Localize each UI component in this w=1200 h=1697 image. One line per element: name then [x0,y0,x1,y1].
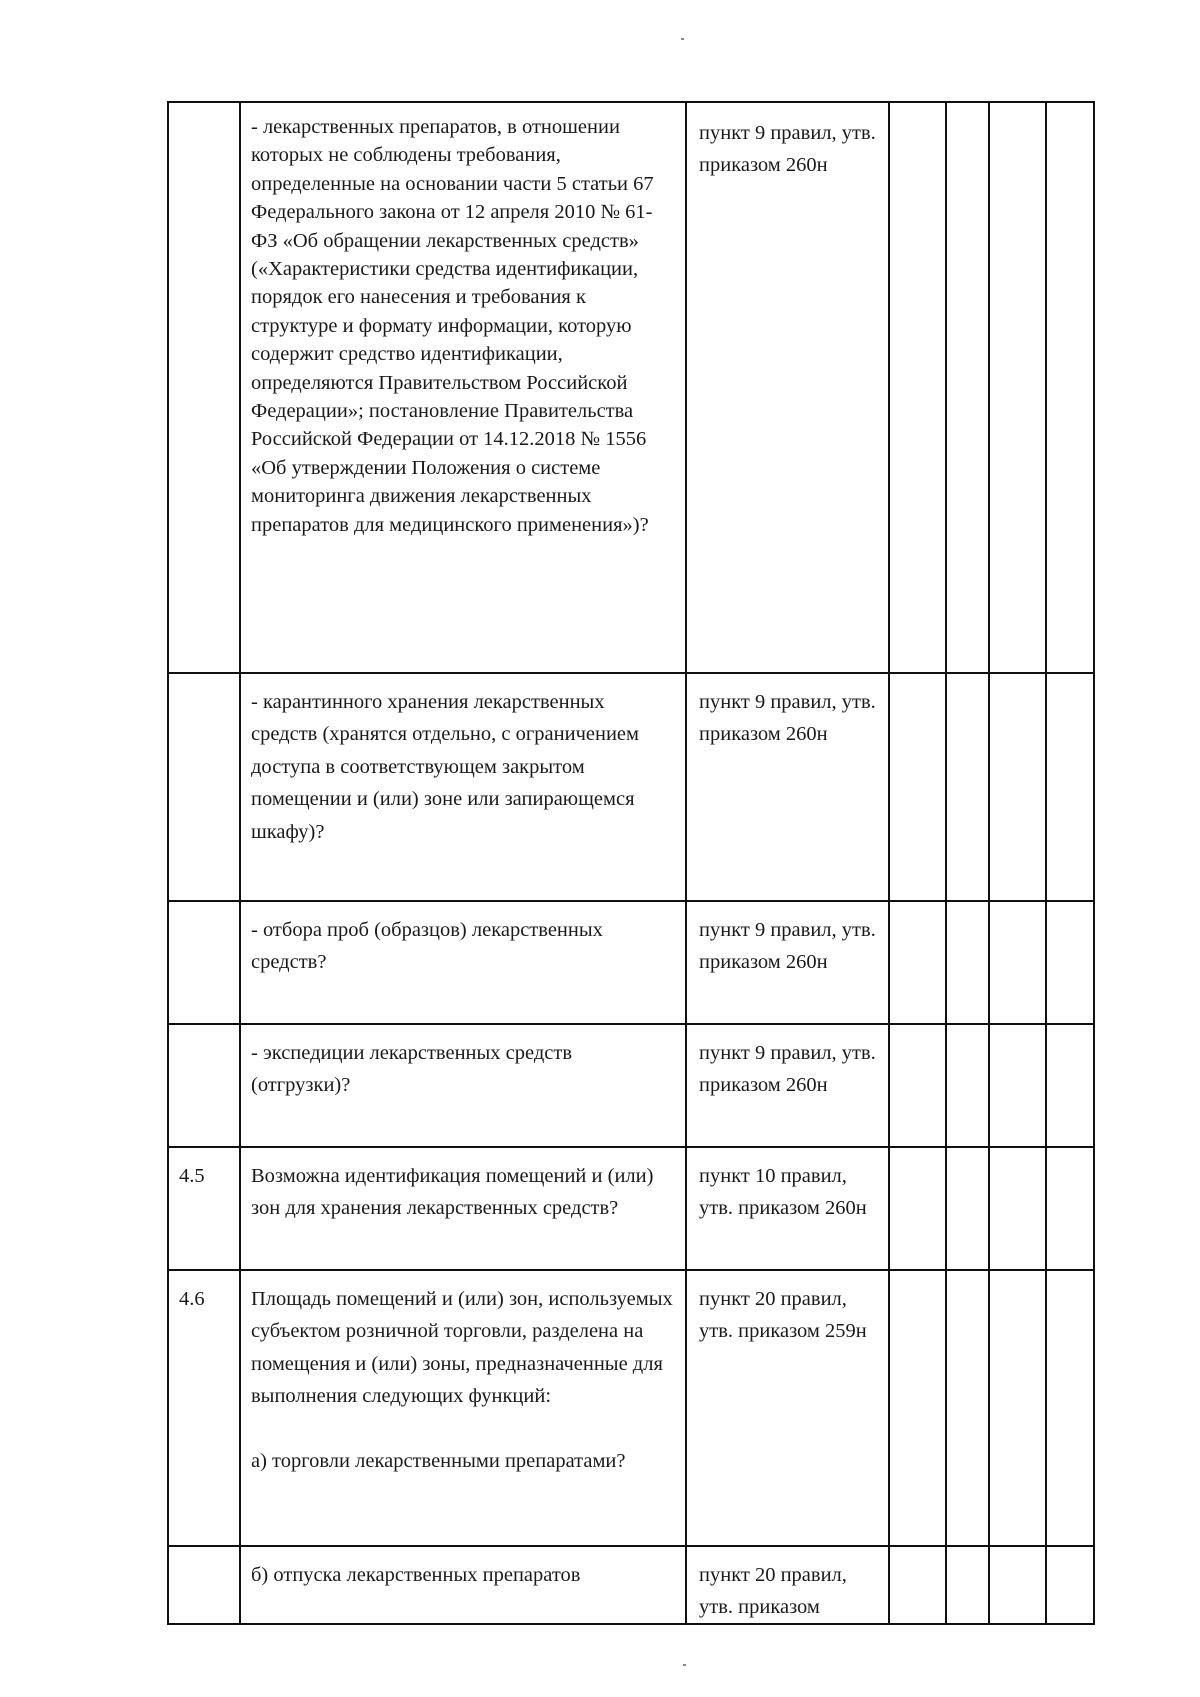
reference-cell: пункт 9 правил, утв. приказом 260н [686,102,889,673]
question-text: Площадь помещений и (или) зон, используемых субъектом розничной торговли, разделена на помещения и (или) зоны, предназначенные для выполнения следующих функций: [251,1288,673,1408]
table-row [168,102,1094,673]
answer-no-cell [946,1546,989,1624]
note-cell [1046,1270,1094,1546]
item-number [168,1024,240,1147]
answer-no-cell [946,673,989,901]
reference-cell: пункт 9 правил, утв. приказом 260н [686,1024,889,1147]
question-text: Возможна идентификация помещений и (или) зон для хранения лекарственных средств? [251,1165,654,1220]
question-text: б) отпуска лекарственных препаратов [251,1564,581,1586]
question-cell [240,901,686,1024]
question-text: - карантинного хранения лекарственных средств (хранятся отдельно, с ограничением доступа в соответствующем закрытом помещении и (или) зоне или запирающемся шкафу)? [251,691,639,843]
item-number: 4.6 [168,1270,240,1546]
answer-no-cell [946,102,989,673]
table-row [168,901,1094,1024]
note-cell [1046,901,1094,1024]
answer-yes-cell [889,1024,946,1147]
reference-cell: пункт 20 правил, утв. приказом 259н [686,1270,889,1546]
answer-no-cell [946,901,989,1024]
question-cell [240,1024,686,1147]
table-row [168,1147,1094,1270]
scan-speck [683,1664,686,1666]
reference-cell: пункт 9 правил, утв. приказом 260н [686,901,889,1024]
scan-speck [681,38,684,40]
note-cell [1046,102,1094,673]
answer-no-cell [946,1147,989,1270]
answer-yes-cell [889,1546,946,1624]
item-number [168,1546,240,1624]
note-cell [1046,1024,1094,1147]
answer-yes-cell [889,673,946,901]
reference-cell: пункт 9 правил, утв. приказом 260н [686,673,889,901]
table-row [168,1024,1094,1147]
question-text: - отбора проб (образцов) лекарственных средств? [251,919,603,974]
item-number [168,102,240,673]
question-cell [240,1546,686,1624]
note-cell [1046,1147,1094,1270]
question-text: - экспедиции лекарственных средств (отгрузки)? [251,1042,573,1097]
question-cell [240,102,686,673]
answer-yes-cell [889,1270,946,1546]
answer-na-cell [989,673,1046,901]
answer-yes-cell [889,901,946,1024]
reference-cell: пункт 10 правил, утв. приказом 260н [686,1147,889,1270]
answer-yes-cell [889,102,946,673]
note-cell [1046,1546,1094,1624]
question-cell [240,1147,686,1270]
answer-na-cell [989,1147,1046,1270]
question-text: - лекарственных препаратов, в отношении которых не соблюдены требования, определенные на основании части 5 статьи 67 Федерального закона от 12 апреля 2010 № 61-ФЗ «Об обращении лекарственных средств» («Характеристики средства идентификации, порядок его нанесения и требования к структуре и формату информации, которую содержит средство идентификации, определяются Правительством Российской Федерации»; постановление Правительства Российской Федерации от 14.12.2018 № 1556 «Об утверждении Положения о системе мониторинга движения лекарственных препаратов для медицинского применения»)? [251,116,654,536]
answer-na-cell [989,1024,1046,1147]
question-cell [240,1270,686,1546]
item-number: 4.5 [168,1147,240,1270]
item-number [168,673,240,901]
item-number [168,901,240,1024]
answer-na-cell [989,901,1046,1024]
note-cell [1046,673,1094,901]
table-row [168,673,1094,901]
reference-cell: пункт 20 правил, утв. приказом [686,1546,889,1624]
answer-no-cell [946,1270,989,1546]
answer-no-cell [946,1024,989,1147]
answer-yes-cell [889,1147,946,1270]
checklist-table [167,101,1095,1625]
answer-na-cell [989,1546,1046,1624]
answer-na-cell [989,102,1046,673]
table-row [168,1546,1094,1624]
question-cell [240,673,686,901]
question-subitem-text: а) торговли лекарственными препаратами? [251,1449,626,1472]
table-row [168,1270,1094,1546]
answer-na-cell [989,1270,1046,1546]
